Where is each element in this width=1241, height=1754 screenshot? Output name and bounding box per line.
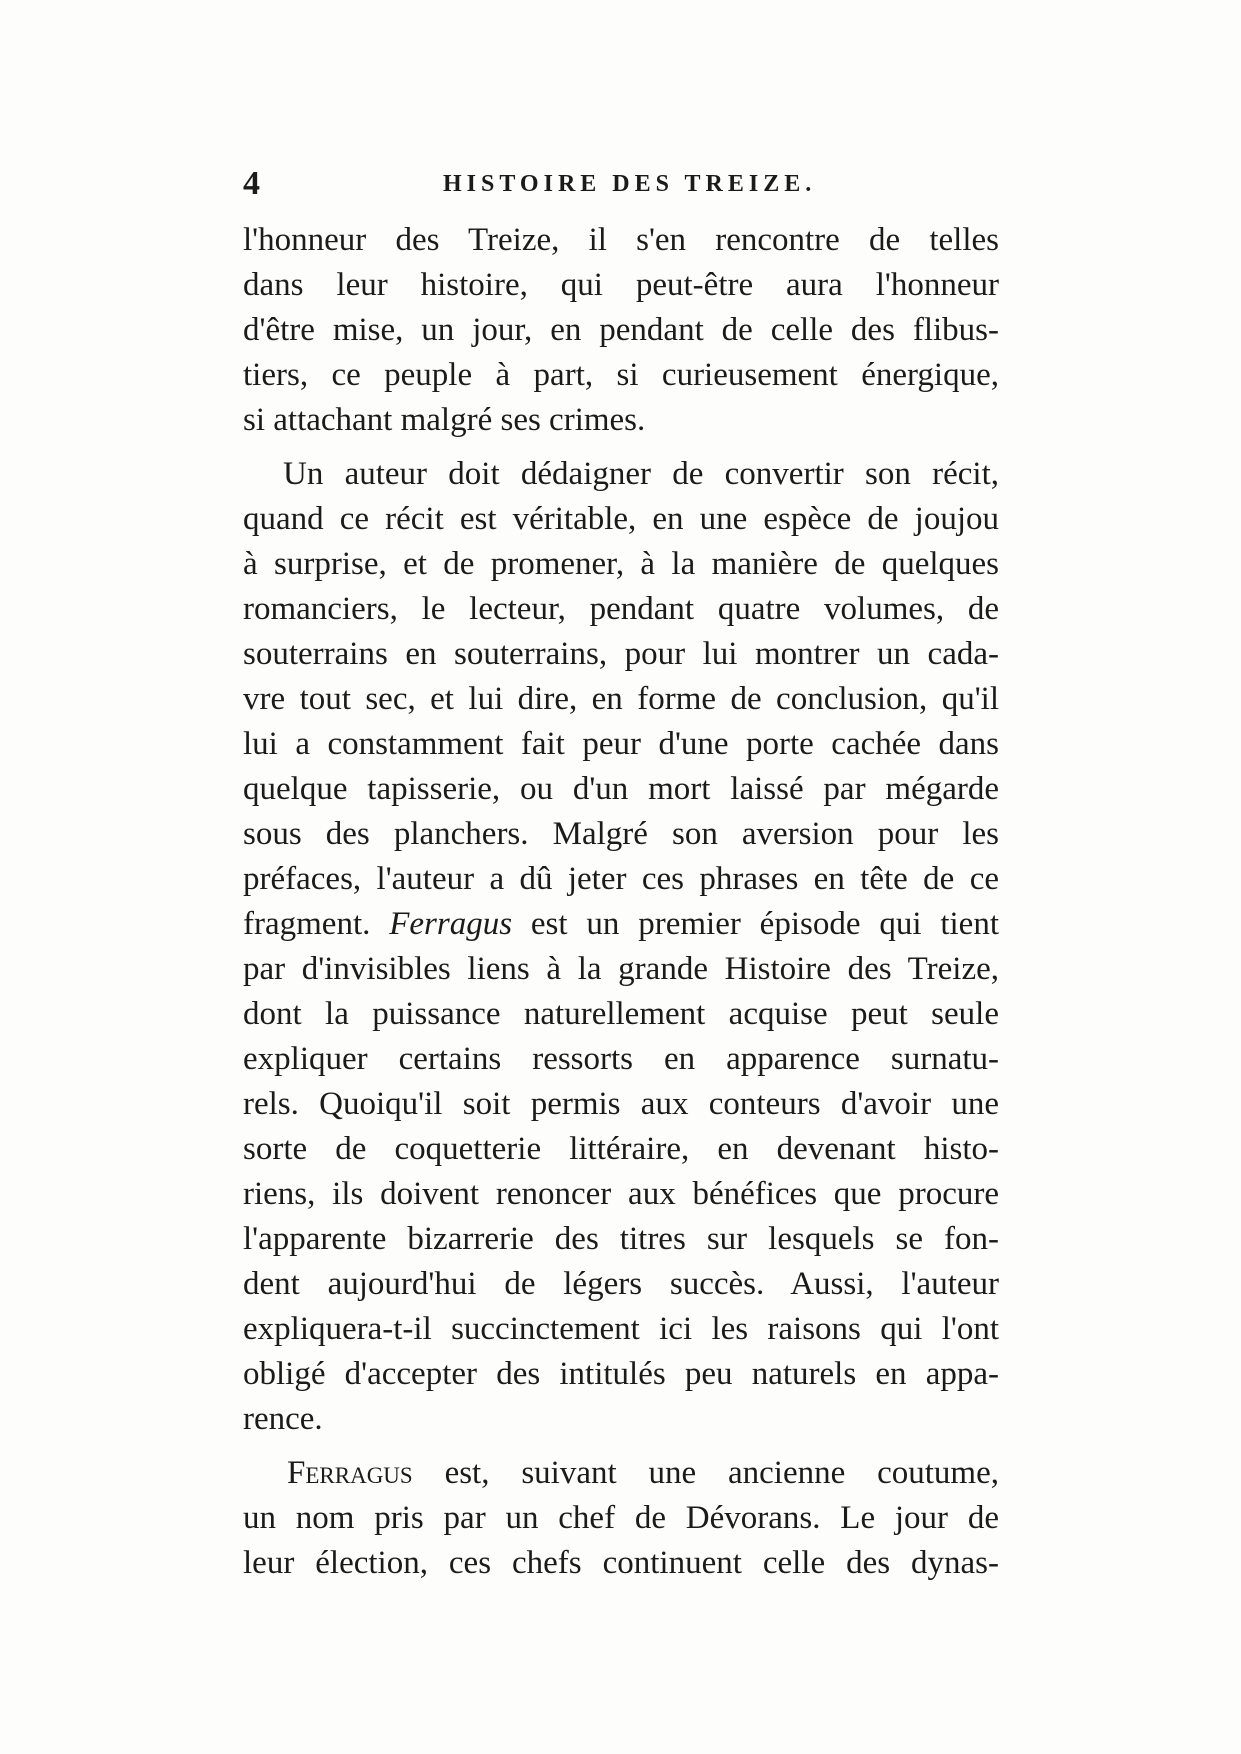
running-title: HISTOIRE DES TREIZE.: [443, 171, 817, 197]
body-text: [243, 218, 999, 1586]
text-line: rels. Quoiqu'il soit permis aux conteurs d'avoir une: [243, 1086, 999, 1122]
text-line: sous des planchers. Malgré son aversion pour les: [243, 816, 999, 852]
italic-title-ferragus: Ferragus: [389, 906, 513, 942]
paragraph-start-line: Un auteur doit dédaigner de convertir son récit,: [283, 456, 999, 492]
text-line: tiers, ce peuple à part, si curieusement énergique,: [243, 357, 999, 393]
text-line: quelque tapisserie, ou d'un mort laissé par mégarde: [243, 771, 999, 807]
paragraph-start-line: [243, 1451, 999, 1496]
text-line: riens, ils doivent renoncer aux bénéfices que procure: [243, 1176, 999, 1212]
text-fragment: est un premier épisode qui tient: [512, 906, 999, 942]
text-line: obligé d'accepter des intitulés peu naturels en appa-: [243, 1356, 999, 1392]
text-line: dent aujourd'hui de légers succès. Aussi, l'auteur: [243, 1266, 999, 1302]
text-line: sorte de coquetterie littéraire, en devenant histo-: [243, 1131, 999, 1167]
text-line: expliquera-t-il succinctement ici les raisons qui l'ont: [243, 1311, 999, 1347]
text-line: à surprise, et de promener, à la manière de quelques: [243, 546, 999, 582]
text-line: expliquer certains ressorts en apparence surnatu-: [243, 1041, 999, 1077]
text-line: préfaces, l'auteur a dû jeter ces phrases en tête de ce: [243, 861, 999, 897]
text-line: l'honneur des Treize, il s'en rencontre de telles: [243, 222, 999, 258]
text-line: leur élection, ces chefs continuent celle des dynas-: [243, 1545, 999, 1581]
text-line-with-title: [243, 902, 999, 947]
smallcaps-name-ferragus: Ferragus: [287, 1455, 413, 1491]
text-line: vre tout sec, et lui dire, en forme de conclusion, qu'il: [243, 681, 999, 717]
text-line: romanciers, le lecteur, pendant quatre volumes, de: [243, 591, 999, 627]
text-line: un nom pris par un chef de Dévorans. Le jour de: [243, 1500, 999, 1536]
text-line: rence.: [243, 1401, 323, 1437]
text-line: d'être mise, un jour, en pendant de celle des flibus-: [243, 312, 999, 348]
running-head: [243, 165, 999, 209]
text-line: l'apparente bizarrerie des titres sur lesquels se fon-: [243, 1221, 999, 1257]
text-line: dont la puissance naturellement acquise peut seule: [243, 996, 999, 1032]
text-fragment: fragment.: [243, 906, 390, 942]
text-line: si attachant malgré ses crimes.: [243, 402, 646, 438]
text-line: lui a constamment fait peur d'une porte cachée dans: [243, 726, 999, 762]
text-line: dans leur histoire, qui peut-être aura l'honneur: [243, 267, 999, 303]
text-line: par d'invisibles liens à la grande Histoire des Treize,: [243, 951, 999, 987]
text-line: quand ce récit est véritable, en une espèce de joujou: [243, 501, 999, 537]
page-number: 4: [243, 165, 260, 202]
text-line: souterrains en souterrains, pour lui montrer un cada-: [243, 636, 999, 672]
text-fragment: est, suivant une ancienne coutume,: [412, 1455, 999, 1491]
